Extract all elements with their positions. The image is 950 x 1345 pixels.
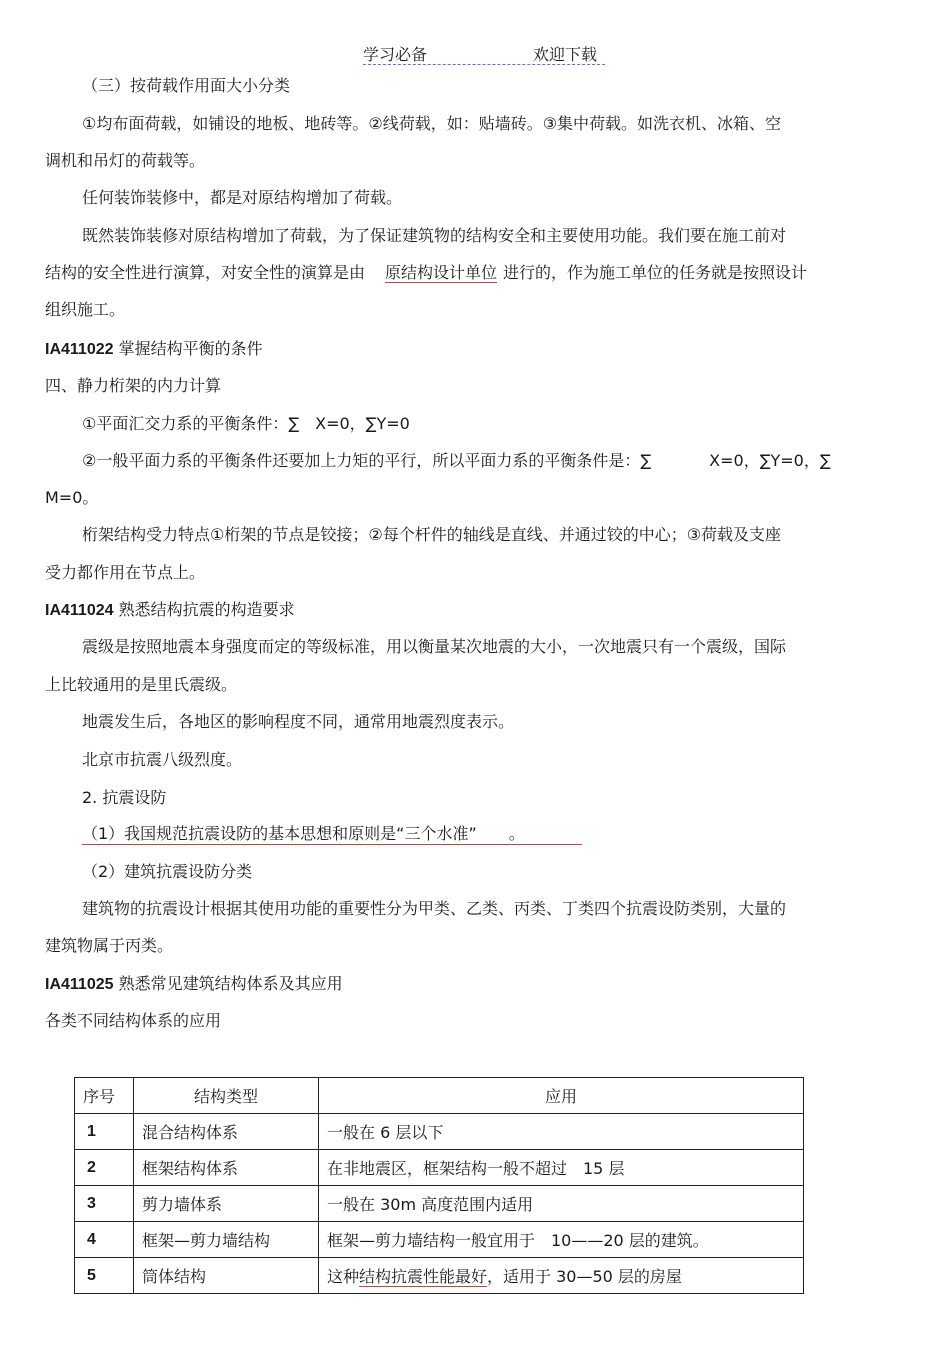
- header-cell-index: 序号: [75, 1078, 134, 1114]
- row-type: 框架—剪力墙结构: [134, 1222, 319, 1258]
- header-cell-application: 应用: [319, 1078, 804, 1114]
- section-code: IA411024: [45, 602, 114, 619]
- paragraph-line: 北京市抗震八级烈度。: [82, 750, 243, 769]
- table-header-row: [75, 1078, 804, 1114]
- row-application: 在非地震区，框架结构一般不超过 15 层: [319, 1150, 804, 1186]
- header-cell-type: 结构类型: [134, 1078, 319, 1114]
- row-application: [319, 1258, 804, 1294]
- paragraph-line: 任何装饰装修中，都是对原结构增加了荷载。: [82, 188, 403, 207]
- paragraph-line: 既然装饰装修对原结构增加了荷载，为了保证建筑物的结构安全和主要使用功能。我们要在施工前对: [82, 226, 787, 245]
- paragraph-line: [82, 451, 831, 471]
- header-left: 学习必备: [363, 45, 428, 64]
- underlined-term: 结构抗震性能最好: [359, 1267, 488, 1286]
- text-segment: ②一般平面力系的平衡条件还要加上力矩的平行，所以平面力系的平衡条件是：∑: [82, 451, 652, 470]
- text-segment: X=0，∑Y=0，∑: [709, 451, 831, 470]
- row-type: 混合结构体系: [134, 1114, 319, 1150]
- row-type: 筒体结构: [134, 1258, 319, 1294]
- section-title: 熟悉常见建筑结构体系及其应用: [118, 974, 343, 993]
- section-code: IA411025: [45, 976, 114, 993]
- subheading: 四、静力桁架的内力计算: [45, 376, 222, 395]
- section-code: IA411022: [45, 341, 114, 358]
- structure-systems-table: [74, 1077, 804, 1294]
- subheading: （2）建筑抗震设防分类: [82, 862, 253, 881]
- paragraph-line: M=0。: [45, 488, 99, 507]
- paragraph-line: 建筑物的抗震设计根据其使用功能的重要性分为甲类、乙类、丙类、丁类四个抗震设防类别，大量的: [82, 899, 787, 918]
- section-heading: [45, 974, 343, 995]
- section-title: 熟悉结构抗震的构造要求: [118, 600, 295, 619]
- table-row: [75, 1258, 804, 1294]
- table-row: [75, 1150, 804, 1186]
- table-row: [75, 1114, 804, 1150]
- row-index: 4: [75, 1222, 134, 1258]
- paragraph-line: ①平面汇交力系的平衡条件：∑ X=0，∑Y=0: [82, 414, 410, 433]
- row-type: 剪力墙体系: [134, 1186, 319, 1222]
- text-segment: 结构的安全性进行演算，对安全性的演算是由: [45, 263, 366, 282]
- table-row: [75, 1222, 804, 1258]
- row-index: 5: [75, 1258, 134, 1294]
- row-type: 框架结构体系: [134, 1150, 319, 1186]
- paragraph-line: [45, 263, 807, 283]
- section-title: 掌握结构平衡的条件: [118, 339, 263, 358]
- underlined-paragraph: [82, 824, 582, 845]
- row-application: 框架—剪力墙结构一般宜用于 10——20 层的建筑。: [319, 1222, 804, 1258]
- paragraph-line: 组织施工。: [45, 300, 126, 319]
- table-row: [75, 1186, 804, 1222]
- table-caption: 各类不同结构体系的应用: [45, 1011, 222, 1030]
- paragraph-line: 震级是按照地震本身强度而定的等级标准，用以衡量某次地震的大小，一次地震只有一个震级，国际: [82, 637, 787, 656]
- paragraph-line: 调机和吊灯的荷载等。: [45, 151, 206, 170]
- row-index: 2: [75, 1150, 134, 1186]
- heading-load-classification: （三）按荷载作用面大小分类: [82, 76, 291, 95]
- paragraph-line: 上比较通用的是里氏震级。: [45, 675, 238, 694]
- section-heading: [45, 600, 295, 621]
- paragraph-line: 地震发生后，各地区的影响程度不同，通常用地震烈度表示。: [82, 712, 515, 731]
- header-right: 欢迎下载: [533, 45, 598, 64]
- subheading: 2. 抗震设防: [82, 788, 167, 807]
- row-index: 3: [75, 1186, 134, 1222]
- paragraph-line: 建筑物属于丙类。: [45, 936, 174, 955]
- paragraph-line: 受力都作用在节点上。: [45, 563, 206, 582]
- text-segment: 这种: [327, 1267, 360, 1286]
- text-segment: ，适用于 30—50 层的房屋: [487, 1267, 682, 1286]
- section-heading: [45, 339, 263, 360]
- paragraph-line: ①均布面荷载，如铺设的地板、地砖等。②线荷载，如：贴墙砖。③集中荷载。如洗衣机、冰箱、空: [82, 114, 782, 133]
- text-segment: 进行的，作为施工单位的任务就是按照设计: [503, 263, 808, 282]
- principle-text: （1）我国规范抗震设防的基本思想和原则是“三个水准” 。: [82, 824, 582, 845]
- page-header: [363, 42, 605, 65]
- paragraph-line: 桁架结构受力特点①桁架的节点是铰接；②每个杆件的轴线是直线、并通过铰的中心；③荷载及支座: [82, 525, 782, 544]
- row-application: 一般在 30m 高度范围内适用: [319, 1186, 804, 1222]
- row-application: 一般在 6 层以下: [319, 1114, 804, 1150]
- row-index: 1: [75, 1114, 134, 1150]
- underlined-term: 原结构设计单位: [385, 263, 498, 282]
